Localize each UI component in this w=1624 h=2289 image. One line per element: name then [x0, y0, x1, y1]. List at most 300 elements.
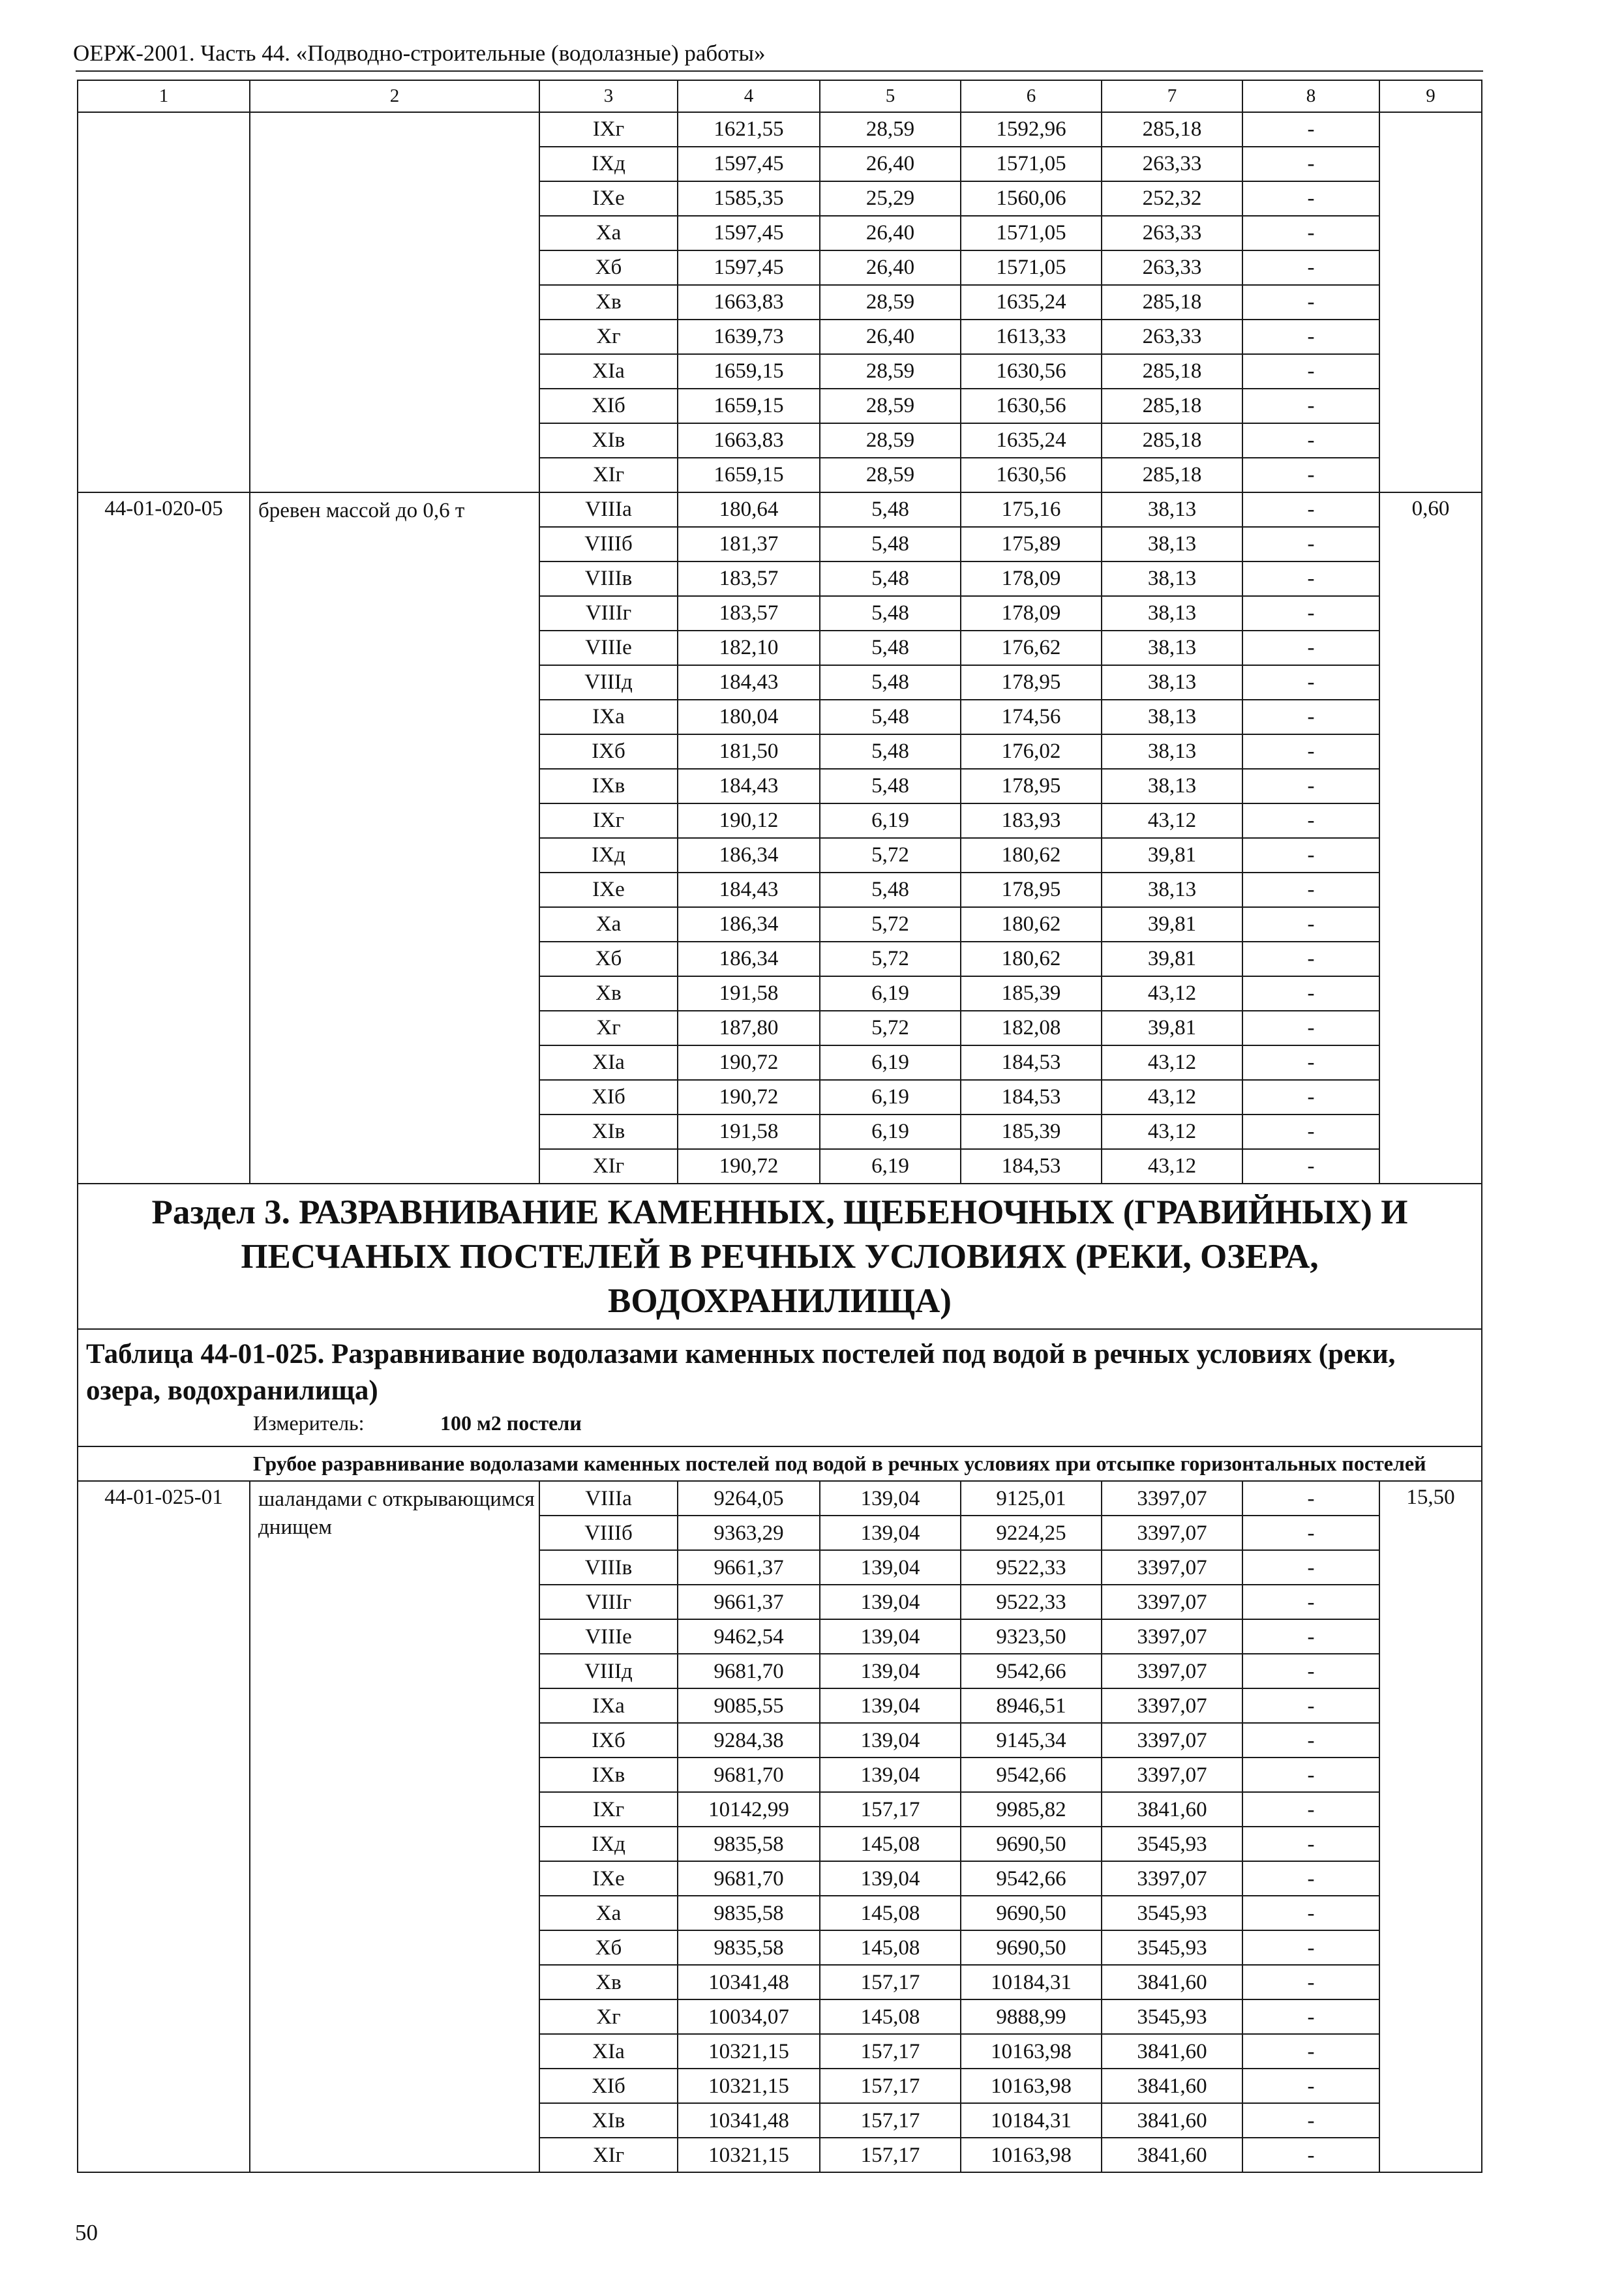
cell-operator-wages: 38,13	[1102, 734, 1242, 769]
cell-direct-costs: 183,57	[678, 596, 820, 631]
cell-region-class: IXе	[539, 181, 678, 216]
cell-machine-costs: 10163,98	[961, 2138, 1102, 2172]
cell-labor-wages: 5,72	[820, 907, 961, 942]
cell-direct-costs: 1659,15	[678, 389, 820, 423]
cell-labor-wages: 157,17	[820, 2034, 961, 2069]
cell-materials: -	[1242, 596, 1379, 631]
cell-materials: -	[1242, 1654, 1379, 1688]
cell-direct-costs: 10321,15	[678, 2138, 820, 2172]
cell-labor-wages: 145,08	[820, 1930, 961, 1965]
cell-labor-factor: 15,50	[1379, 1481, 1482, 2172]
cell-operator-wages: 38,13	[1102, 596, 1242, 631]
cell-labor-wages: 139,04	[820, 1688, 961, 1723]
cell-operator-wages: 38,13	[1102, 631, 1242, 665]
cell-materials: -	[1242, 458, 1379, 492]
cell-region-class: Xа	[539, 216, 678, 250]
cell-region-class: Xв	[539, 285, 678, 320]
cell-rate-code	[78, 112, 250, 492]
cell-labor-wages: 5,48	[820, 631, 961, 665]
cell-labor-wages: 6,19	[820, 976, 961, 1011]
cell-direct-costs: 10142,99	[678, 1792, 820, 1827]
cell-region-class: IXг	[539, 803, 678, 838]
cell-operator-wages: 3397,07	[1102, 1654, 1242, 1688]
cell-machine-costs: 178,09	[961, 596, 1102, 631]
cell-labor-wages: 6,19	[820, 1115, 961, 1149]
cell-machine-costs: 1571,05	[961, 147, 1102, 181]
cell-region-class: VIIIд	[539, 1654, 678, 1688]
cell-materials: -	[1242, 1896, 1379, 1930]
cell-labor-wages: 28,59	[820, 389, 961, 423]
cell-labor-wages: 5,72	[820, 942, 961, 976]
cell-labor-wages: 28,59	[820, 285, 961, 320]
cell-region-class: VIIIб	[539, 527, 678, 561]
cell-direct-costs: 1597,45	[678, 250, 820, 285]
cell-labor-wages: 157,17	[820, 2069, 961, 2103]
cell-operator-wages: 43,12	[1102, 1149, 1242, 1184]
cell-operator-wages: 3841,60	[1102, 1965, 1242, 1999]
measure-line	[78, 1412, 1481, 1441]
cell-machine-costs: 9125,01	[961, 1481, 1102, 1516]
cell-machine-costs: 178,95	[961, 873, 1102, 907]
cell-operator-wages: 285,18	[1102, 423, 1242, 458]
cell-direct-costs: 10341,48	[678, 1965, 820, 1999]
cell-region-class: Xб	[539, 1930, 678, 1965]
cell-materials: -	[1242, 838, 1379, 873]
cell-region-class: IXд	[539, 838, 678, 873]
cell-materials: -	[1242, 734, 1379, 769]
cell-materials: -	[1242, 1827, 1379, 1861]
cell-materials: -	[1242, 1965, 1379, 1999]
cell-machine-costs: 9542,66	[961, 1654, 1102, 1688]
cell-region-class: Xв	[539, 1965, 678, 1999]
cell-operator-wages: 3841,60	[1102, 2034, 1242, 2069]
cell-materials: -	[1242, 285, 1379, 320]
cell-machine-costs: 9542,66	[961, 1861, 1102, 1896]
cell-labor-wages: 139,04	[820, 1585, 961, 1619]
cell-region-class: Xа	[539, 1896, 678, 1930]
cell-machine-costs: 178,09	[961, 561, 1102, 596]
cell-direct-costs: 181,50	[678, 734, 820, 769]
cell-machine-costs: 9690,50	[961, 1930, 1102, 1965]
cell-materials: -	[1242, 1688, 1379, 1723]
cell-region-class: VIIIг	[539, 1585, 678, 1619]
cell-materials: -	[1242, 1585, 1379, 1619]
column-number-header: 9	[1379, 80, 1482, 112]
cell-region-class: VIIIг	[539, 596, 678, 631]
cell-materials: -	[1242, 1011, 1379, 1045]
cell-direct-costs: 186,34	[678, 907, 820, 942]
cell-work-name	[250, 112, 539, 492]
cell-machine-costs: 9224,25	[961, 1516, 1102, 1550]
cell-direct-costs: 182,10	[678, 631, 820, 665]
cell-machine-costs: 10184,31	[961, 1965, 1102, 1999]
cell-work-name: шаландами с открывающимся днищем	[250, 1481, 539, 2172]
cell-machine-costs: 10163,98	[961, 2069, 1102, 2103]
cell-direct-costs: 1597,45	[678, 216, 820, 250]
cell-materials: -	[1242, 423, 1379, 458]
cell-region-class: VIIIа	[539, 492, 678, 527]
cell-operator-wages: 263,33	[1102, 147, 1242, 181]
cell-region-class: XIа	[539, 1045, 678, 1080]
cell-region-class: IXе	[539, 1861, 678, 1896]
cell-direct-costs: 9284,38	[678, 1723, 820, 1758]
cell-operator-wages: 38,13	[1102, 769, 1242, 803]
rates-table-body	[78, 80, 1482, 2172]
cell-labor-wages: 157,17	[820, 1965, 961, 1999]
cell-materials: -	[1242, 769, 1379, 803]
cell-materials: -	[1242, 147, 1379, 181]
cell-labor-wages: 139,04	[820, 1861, 961, 1896]
cell-machine-costs: 9323,50	[961, 1619, 1102, 1654]
cell-operator-wages: 38,13	[1102, 665, 1242, 700]
cell-labor-wages: 5,48	[820, 700, 961, 734]
cell-direct-costs: 1585,35	[678, 181, 820, 216]
cell-machine-costs: 185,39	[961, 976, 1102, 1011]
cell-operator-wages: 39,81	[1102, 838, 1242, 873]
table-row	[78, 112, 1482, 147]
cell-operator-wages: 38,13	[1102, 561, 1242, 596]
cell-region-class: XIг	[539, 1149, 678, 1184]
cell-region-class: XIб	[539, 1080, 678, 1115]
section-title: Раздел 3. РАЗРАВНИВАНИЕ КАМЕННЫХ, ЩЕБЕНОЧНЫХ (ГРАВИЙНЫХ) И ПЕСЧАНЫХ ПОСТЕЛЕЙ В РЕЧНЫХ УСЛОВИЯХ (РЕКИ, ОЗЕРА, ВОДОХРАНИЛИЩА)	[78, 1184, 1482, 1329]
cell-machine-costs: 176,02	[961, 734, 1102, 769]
cell-materials: -	[1242, 1999, 1379, 2034]
cell-region-class: XIв	[539, 1115, 678, 1149]
cell-direct-costs: 183,57	[678, 561, 820, 596]
cell-region-class: IXе	[539, 873, 678, 907]
cell-direct-costs: 187,80	[678, 1011, 820, 1045]
cell-direct-costs: 184,43	[678, 873, 820, 907]
cell-labor-wages: 157,17	[820, 1792, 961, 1827]
page-header: ОЕРЖ-2001. Часть 44. «Подводно-строительные (водолазные) работы»	[73, 40, 766, 66]
table-title-row	[78, 1329, 1482, 1409]
cell-operator-wages: 285,18	[1102, 285, 1242, 320]
cell-region-class: IXб	[539, 734, 678, 769]
cell-labor-wages: 5,48	[820, 596, 961, 631]
cell-machine-costs: 1592,96	[961, 112, 1102, 147]
cell-direct-costs: 9835,58	[678, 1827, 820, 1861]
cell-region-class: Xг	[539, 320, 678, 354]
cell-machine-costs: 180,62	[961, 838, 1102, 873]
cell-direct-costs: 184,43	[678, 769, 820, 803]
cell-machine-costs: 1630,56	[961, 458, 1102, 492]
subheading-row	[78, 1446, 1482, 1481]
cell-machine-costs: 9985,82	[961, 1792, 1102, 1827]
cell-direct-costs: 9264,05	[678, 1481, 820, 1516]
cell-operator-wages: 285,18	[1102, 389, 1242, 423]
cell-direct-costs: 184,43	[678, 665, 820, 700]
cell-operator-wages: 3397,07	[1102, 1688, 1242, 1723]
cell-machine-costs: 174,56	[961, 700, 1102, 734]
cell-labor-wages: 5,72	[820, 838, 961, 873]
cell-operator-wages: 38,13	[1102, 527, 1242, 561]
cell-machine-costs: 1571,05	[961, 216, 1102, 250]
cell-operator-wages: 38,13	[1102, 700, 1242, 734]
cell-machine-costs: 10163,98	[961, 2034, 1102, 2069]
cell-materials: -	[1242, 216, 1379, 250]
cell-machine-costs: 184,53	[961, 1149, 1102, 1184]
cell-direct-costs: 190,72	[678, 1080, 820, 1115]
cell-machine-costs: 175,89	[961, 527, 1102, 561]
cell-labor-wages: 5,48	[820, 492, 961, 527]
cell-operator-wages: 3397,07	[1102, 1481, 1242, 1516]
cell-region-class: Xб	[539, 250, 678, 285]
table-row	[78, 492, 1482, 527]
cell-machine-costs: 175,16	[961, 492, 1102, 527]
cell-materials: -	[1242, 665, 1379, 700]
cell-labor-factor: 0,60	[1379, 492, 1482, 1184]
cell-direct-costs: 1659,15	[678, 458, 820, 492]
cell-labor-wages: 6,19	[820, 803, 961, 838]
cell-direct-costs: 9462,54	[678, 1619, 820, 1654]
cell-operator-wages: 263,33	[1102, 216, 1242, 250]
column-number-header: 8	[1242, 80, 1379, 112]
cell-materials: -	[1242, 561, 1379, 596]
cell-operator-wages: 3397,07	[1102, 1619, 1242, 1654]
cell-machine-costs: 180,62	[961, 942, 1102, 976]
cell-labor-wages: 6,19	[820, 1045, 961, 1080]
cell-labor-wages: 28,59	[820, 423, 961, 458]
cell-labor-wages: 139,04	[820, 1723, 961, 1758]
cell-operator-wages: 38,13	[1102, 873, 1242, 907]
cell-region-class: IXг	[539, 1792, 678, 1827]
cell-materials: -	[1242, 1723, 1379, 1758]
cell-labor-wages: 139,04	[820, 1758, 961, 1792]
cell-region-class: XIв	[539, 423, 678, 458]
cell-labor-factor	[1379, 112, 1482, 492]
cell-machine-costs: 184,53	[961, 1080, 1102, 1115]
cell-machine-costs: 1560,06	[961, 181, 1102, 216]
cell-direct-costs: 9681,70	[678, 1654, 820, 1688]
cell-region-class: XIа	[539, 2034, 678, 2069]
cell-region-class: IXв	[539, 769, 678, 803]
cell-labor-wages: 28,59	[820, 112, 961, 147]
cell-labor-wages: 139,04	[820, 1516, 961, 1550]
column-number-header: 6	[961, 80, 1102, 112]
cell-machine-costs: 180,62	[961, 907, 1102, 942]
cell-region-class: XIг	[539, 458, 678, 492]
cell-region-class: XIа	[539, 354, 678, 389]
cell-direct-costs: 9835,58	[678, 1930, 820, 1965]
cell-operator-wages: 38,13	[1102, 492, 1242, 527]
cell-operator-wages: 43,12	[1102, 1115, 1242, 1149]
cell-operator-wages: 3841,60	[1102, 2138, 1242, 2172]
cell-materials: -	[1242, 1045, 1379, 1080]
cell-labor-wages: 5,48	[820, 734, 961, 769]
table-row	[78, 1481, 1482, 1516]
cell-region-class: VIIIе	[539, 631, 678, 665]
cell-labor-wages: 139,04	[820, 1619, 961, 1654]
cell-direct-costs: 1663,83	[678, 285, 820, 320]
cell-labor-wages: 5,48	[820, 665, 961, 700]
cell-direct-costs: 9681,70	[678, 1758, 820, 1792]
cell-labor-wages: 139,04	[820, 1550, 961, 1585]
cell-region-class: VIIIв	[539, 1550, 678, 1585]
cell-operator-wages: 263,33	[1102, 320, 1242, 354]
cell-machine-costs: 183,93	[961, 803, 1102, 838]
cell-materials: -	[1242, 873, 1379, 907]
cell-machine-costs: 9522,33	[961, 1550, 1102, 1585]
cell-direct-costs: 9661,37	[678, 1585, 820, 1619]
cell-operator-wages: 3545,93	[1102, 1827, 1242, 1861]
cell-materials: -	[1242, 181, 1379, 216]
cell-operator-wages: 39,81	[1102, 1011, 1242, 1045]
cell-machine-costs: 9542,66	[961, 1758, 1102, 1792]
cell-direct-costs: 9661,37	[678, 1550, 820, 1585]
cell-materials: -	[1242, 2034, 1379, 2069]
cell-labor-wages: 157,17	[820, 2138, 961, 2172]
cell-materials: -	[1242, 389, 1379, 423]
measure-cell	[78, 1409, 1482, 1446]
cell-direct-costs: 10034,07	[678, 1999, 820, 2034]
cell-materials: -	[1242, 320, 1379, 354]
cell-machine-costs: 9888,99	[961, 1999, 1102, 2034]
cell-machine-costs: 182,08	[961, 1011, 1102, 1045]
cell-direct-costs: 186,34	[678, 838, 820, 873]
cell-materials: -	[1242, 907, 1379, 942]
cell-machine-costs: 9690,50	[961, 1896, 1102, 1930]
cell-operator-wages: 3545,93	[1102, 1896, 1242, 1930]
cell-materials: -	[1242, 631, 1379, 665]
cell-region-class: VIIIв	[539, 561, 678, 596]
cell-operator-wages: 43,12	[1102, 1080, 1242, 1115]
cell-machine-costs: 9145,34	[961, 1723, 1102, 1758]
cell-direct-costs: 1621,55	[678, 112, 820, 147]
cell-labor-wages: 145,08	[820, 1999, 961, 2034]
cell-region-class: VIIIа	[539, 1481, 678, 1516]
cell-operator-wages: 43,12	[1102, 803, 1242, 838]
cell-region-class: Xг	[539, 1999, 678, 2034]
cell-region-class: Xв	[539, 976, 678, 1011]
cell-materials: -	[1242, 1792, 1379, 1827]
cell-direct-costs: 180,64	[678, 492, 820, 527]
column-number-header: 4	[678, 80, 820, 112]
measure-label: Измеритель:	[253, 1411, 365, 1435]
cell-direct-costs: 1659,15	[678, 354, 820, 389]
cell-machine-costs: 9522,33	[961, 1585, 1102, 1619]
cell-labor-wages: 139,04	[820, 1481, 961, 1516]
cell-machine-costs: 178,95	[961, 769, 1102, 803]
cell-work-name: бревен массой до 0,6 т	[250, 492, 539, 1184]
cell-region-class: IXа	[539, 1688, 678, 1723]
cell-rate-code: 44-01-025-01	[78, 1481, 250, 2172]
cell-machine-costs: 1635,24	[961, 423, 1102, 458]
cell-materials: -	[1242, 1149, 1379, 1184]
measure-row	[78, 1409, 1482, 1446]
cell-direct-costs: 186,34	[678, 942, 820, 976]
cell-operator-wages: 285,18	[1102, 458, 1242, 492]
cell-operator-wages: 3397,07	[1102, 1723, 1242, 1758]
cell-labor-wages: 5,72	[820, 1011, 961, 1045]
cell-labor-wages: 6,19	[820, 1080, 961, 1115]
cell-region-class: Xа	[539, 907, 678, 942]
cell-materials: -	[1242, 1550, 1379, 1585]
cell-labor-wages: 26,40	[820, 147, 961, 181]
cell-operator-wages: 285,18	[1102, 112, 1242, 147]
cell-direct-costs: 1639,73	[678, 320, 820, 354]
cell-materials: -	[1242, 2069, 1379, 2103]
header-rule	[76, 70, 1483, 72]
cell-region-class: XIв	[539, 2103, 678, 2138]
cell-materials: -	[1242, 112, 1379, 147]
cell-operator-wages: 285,18	[1102, 354, 1242, 389]
cell-region-class: IXб	[539, 1723, 678, 1758]
cell-region-class: XIб	[539, 389, 678, 423]
cell-labor-wages: 26,40	[820, 216, 961, 250]
cell-machine-costs: 10184,31	[961, 2103, 1102, 2138]
cell-labor-wages: 28,59	[820, 354, 961, 389]
cell-direct-costs: 190,72	[678, 1045, 820, 1080]
column-number-header: 5	[820, 80, 961, 112]
cell-region-class: XIг	[539, 2138, 678, 2172]
cell-labor-wages: 157,17	[820, 2103, 961, 2138]
cell-materials: -	[1242, 1861, 1379, 1896]
cell-materials: -	[1242, 976, 1379, 1011]
measure-value: 100 м2 постели	[440, 1411, 582, 1435]
cell-machine-costs: 9690,50	[961, 1827, 1102, 1861]
cell-direct-costs: 1597,45	[678, 147, 820, 181]
cell-labor-wages: 5,48	[820, 769, 961, 803]
subheading: Грубое разравнивание водолазами каменных постелей под водой в речных условиях при отсыпке горизонтальных постелей	[78, 1446, 1482, 1481]
cell-materials: -	[1242, 1516, 1379, 1550]
column-number-header: 3	[539, 80, 678, 112]
cell-machine-costs: 1571,05	[961, 250, 1102, 285]
cell-direct-costs: 9085,55	[678, 1688, 820, 1723]
cell-machine-costs: 1613,33	[961, 320, 1102, 354]
cell-operator-wages: 3397,07	[1102, 1550, 1242, 1585]
column-number-header: 1	[78, 80, 250, 112]
table-title: Таблица 44-01-025. Разравнивание водолазами каменных постелей под водой в речных условиях (реки, озера, водохранилища)	[78, 1329, 1482, 1409]
cell-labor-wages: 145,08	[820, 1896, 961, 1930]
cell-materials: -	[1242, 250, 1379, 285]
cell-operator-wages: 3545,93	[1102, 1930, 1242, 1965]
cell-region-class: IXд	[539, 147, 678, 181]
cell-machine-costs: 184,53	[961, 1045, 1102, 1080]
column-numbers-row	[78, 80, 1482, 112]
cell-labor-wages: 26,40	[820, 250, 961, 285]
cell-direct-costs: 190,72	[678, 1149, 820, 1184]
cell-direct-costs: 191,58	[678, 1115, 820, 1149]
cell-materials: -	[1242, 1481, 1379, 1516]
section-title-row	[78, 1184, 1482, 1329]
cell-operator-wages: 3841,60	[1102, 2069, 1242, 2103]
cell-machine-costs: 1630,56	[961, 354, 1102, 389]
cell-materials: -	[1242, 942, 1379, 976]
cell-materials: -	[1242, 2103, 1379, 2138]
cell-labor-wages: 145,08	[820, 1827, 961, 1861]
cell-direct-costs: 10341,48	[678, 2103, 820, 2138]
cell-operator-wages: 43,12	[1102, 1045, 1242, 1080]
cell-operator-wages: 43,12	[1102, 976, 1242, 1011]
cell-labor-wages: 6,19	[820, 1149, 961, 1184]
cell-operator-wages: 252,32	[1102, 181, 1242, 216]
cell-materials: -	[1242, 354, 1379, 389]
cell-materials: -	[1242, 492, 1379, 527]
cell-region-class: VIIIд	[539, 665, 678, 700]
cell-machine-costs: 1630,56	[961, 389, 1102, 423]
cell-direct-costs: 190,12	[678, 803, 820, 838]
cell-machine-costs: 185,39	[961, 1115, 1102, 1149]
cell-materials: -	[1242, 1930, 1379, 1965]
cell-labor-wages: 25,29	[820, 181, 961, 216]
cell-region-class: VIIIе	[539, 1619, 678, 1654]
cell-direct-costs: 191,58	[678, 976, 820, 1011]
cell-operator-wages: 3841,60	[1102, 2103, 1242, 2138]
cell-materials: -	[1242, 700, 1379, 734]
rates-table	[77, 80, 1482, 2173]
cell-labor-wages: 5,48	[820, 561, 961, 596]
cell-region-class: IXг	[539, 112, 678, 147]
